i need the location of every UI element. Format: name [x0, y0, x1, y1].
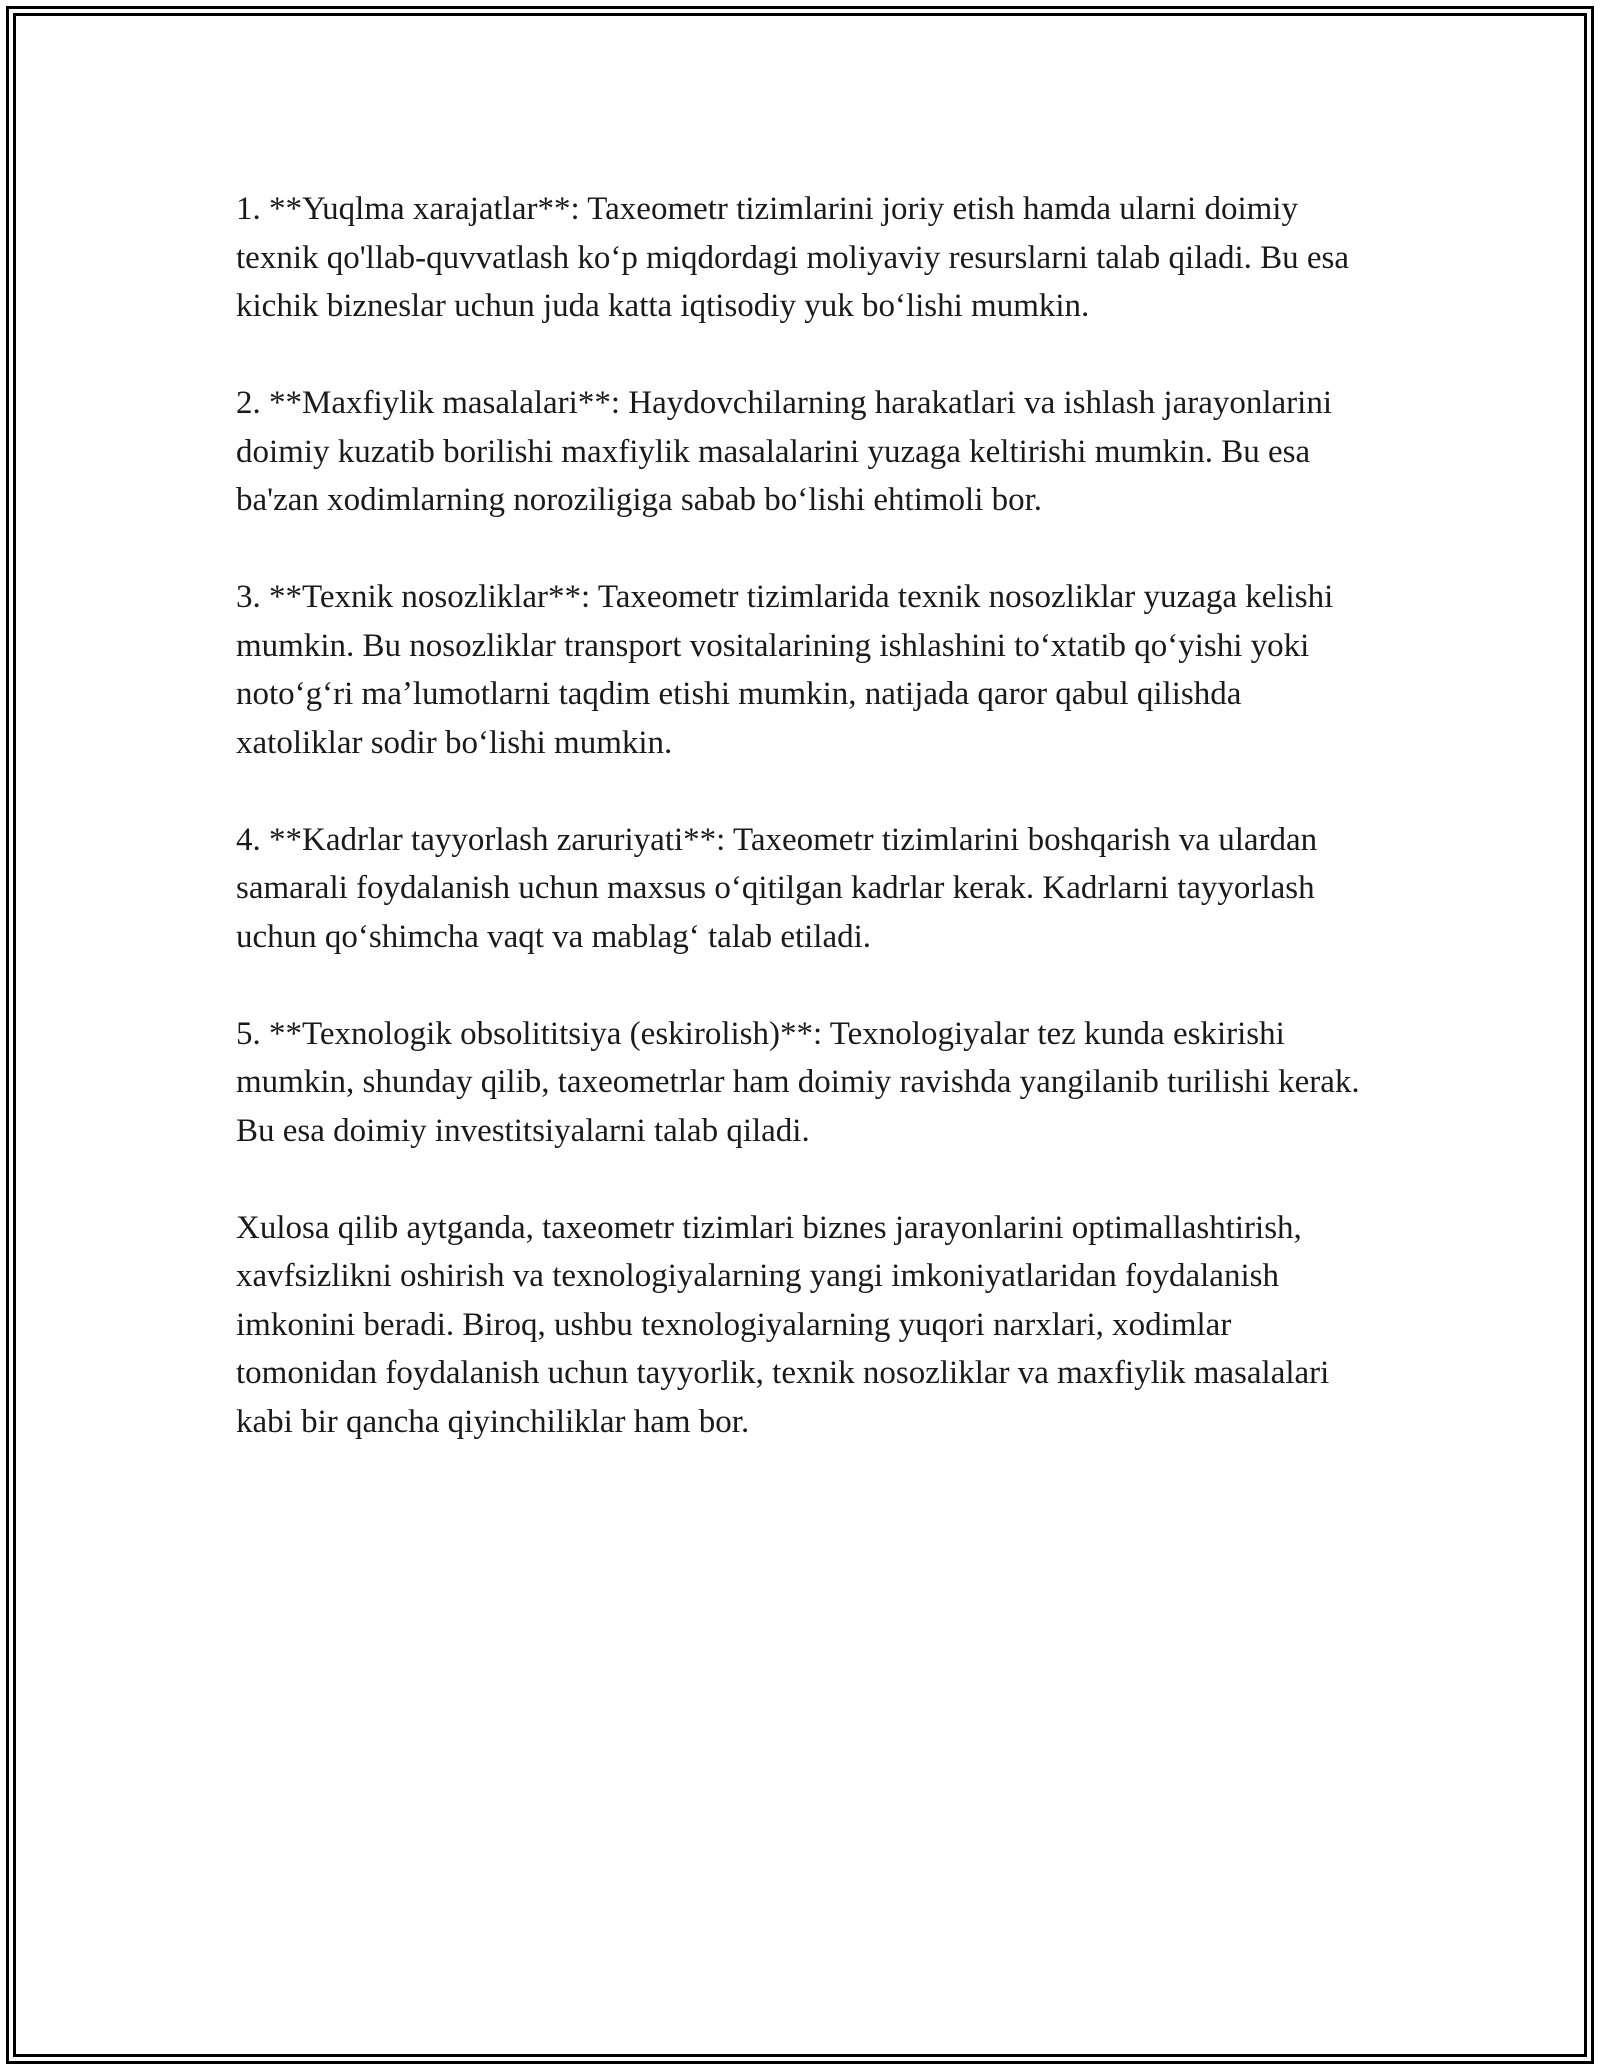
conclusion-paragraph: Xulosa qilib aytganda, taxeometr tizimlari biznes jarayonlarini optimallashtirish, xavfsizlikni oshirish va texnologiyalarning yangi imkoniyatlaridan foydalanish imkonini beradi. Biroq, ushbu texnologiyalarning yuqori narxlari, xodimlar tomonidan foydalanish uchun tayyorlik, texnik nosozliklar va maxfiylik masalalari kabi bir qancha qiyinchiliklar ham bor. [236, 1209, 1330, 1440]
paragraph-5: 5. **Texnologik obsolititsiya (eskirolish)**: Texnologiyalar tez kunda eskirishi mumkin, shunday qilib, taxeometrlar ham doimiy ravishda yangilanib turilishi kerak. Bu esa doimiy investitsiyalarni talab qiladi. [236, 1015, 1360, 1149]
paragraph-3: 3. **Texnik nosozliklar**: Taxeometr tizimlarida texnik nosozliklar yuzaga kelishi mumkin. Bu nosozliklar transport vositalarining ishlashini toʻxtatib qoʻyishi yoki notoʻgʻri maʼlumotlarni taqdim etishi mumkin, natijada qaror qabul qilishda xatoliklar sodir boʻlishi mumkin. [236, 579, 1334, 761]
document-body [236, 185, 1366, 1446]
paragraph-2: 2. **Maxfiylik masalalari**: Haydovchilarning harakatlari va ishlash jarayonlarini doimiy kuzatib borilishi maxfiylik masalalarini yuzaga keltirishi mumkin. Bu esa ba'zan xodimlarning noroziligiga sabab boʻlishi ehtimoli bor. [236, 385, 1332, 518]
paragraph-1: 1. **Yuqlma xarajatlar**: Taxeometr tizimlarini joriy etish hamda ularni doimiy texnik qo'llab-quvvatlash koʻp miqdordagi moliyaviy resurslarni talab qiladi. Bu esa kichik bizneslar uchun juda katta iqtisodiy yuk boʻlishi mumkin. [236, 191, 1350, 324]
paragraph-4: 4. **Kadrlar tayyorlash zaruriyati**: Taxeometr tizimlarini boshqarish va ulardan samarali foydalanish uchun maxsus oʻqitilgan kadrlar kerak. Kadrlarni tayyorlash uchun qoʻshimcha vaqt va mablagʻ talab etiladi. [236, 821, 1318, 955]
